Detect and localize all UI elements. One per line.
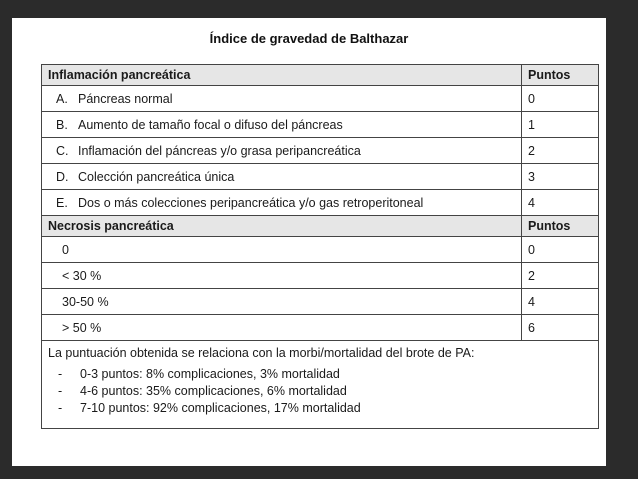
points-cell: 2 bbox=[522, 263, 599, 289]
table-title: Índice de gravedad de Balthazar bbox=[209, 31, 409, 46]
criteria-cell bbox=[42, 112, 522, 138]
row-letter: A. bbox=[56, 91, 68, 106]
row-text: Colección pancreática única bbox=[78, 169, 235, 184]
note-list bbox=[48, 366, 592, 417]
points-cell: 3 bbox=[522, 164, 599, 190]
points-cell: 6 bbox=[522, 315, 599, 341]
criteria-cell bbox=[42, 138, 522, 164]
list-item bbox=[58, 400, 592, 417]
list-item-text: 7-10 puntos: 92% complicaciones, 17% mortalidad bbox=[80, 401, 361, 415]
points-cell: 1 bbox=[522, 112, 599, 138]
section-header-necrosis: Necrosis pancreática bbox=[42, 216, 522, 237]
criteria-cell bbox=[42, 86, 522, 112]
criteria-cell bbox=[42, 289, 522, 315]
points-header: Puntos bbox=[522, 65, 599, 86]
points-cell: 4 bbox=[522, 190, 599, 216]
row-text: Dos o más colecciones peripancreática y/o gas retroperitoneal bbox=[78, 195, 424, 210]
row-text: Páncreas normal bbox=[78, 91, 173, 106]
row-text: 30-50 % bbox=[62, 294, 109, 309]
list-item-text: 4-6 puntos: 35% complicaciones, 6% mortalidad bbox=[80, 384, 347, 398]
criteria-cell bbox=[42, 315, 522, 341]
list-item bbox=[58, 366, 592, 383]
table-row bbox=[42, 237, 599, 263]
row-text: 0 bbox=[62, 242, 69, 257]
list-bullet: - bbox=[58, 384, 63, 398]
table-row bbox=[42, 315, 599, 341]
row-text: < 30 % bbox=[62, 268, 102, 283]
row-letter: E. bbox=[56, 195, 68, 210]
table-row bbox=[42, 190, 599, 216]
note-cell bbox=[42, 341, 599, 429]
list-bullet: - bbox=[58, 367, 63, 381]
balthazar-table bbox=[41, 64, 599, 429]
table-row bbox=[42, 138, 599, 164]
table-row bbox=[42, 289, 599, 315]
points-cell: 0 bbox=[522, 86, 599, 112]
table-row bbox=[42, 164, 599, 190]
table-row bbox=[42, 112, 599, 138]
list-item-text: 0-3 puntos: 8% complicaciones, 3% mortalidad bbox=[80, 367, 340, 381]
points-cell: 0 bbox=[522, 237, 599, 263]
table-row bbox=[42, 86, 599, 112]
note-row bbox=[42, 341, 599, 429]
slide bbox=[12, 18, 606, 466]
criteria-cell bbox=[42, 263, 522, 289]
list-bullet: - bbox=[58, 401, 63, 415]
points-cell: 4 bbox=[522, 289, 599, 315]
note-text: La puntuación obtenida se relaciona con la morbi/mortalidad del brote de PA: bbox=[48, 346, 475, 360]
row-letter: B. bbox=[56, 117, 68, 132]
table-row bbox=[42, 263, 599, 289]
criteria-cell bbox=[42, 190, 522, 216]
section-header-row bbox=[42, 216, 599, 237]
row-letter: C. bbox=[56, 143, 69, 158]
section-header-row bbox=[42, 65, 599, 86]
criteria-cell bbox=[42, 164, 522, 190]
section-header-inflamacion: Inflamación pancreática bbox=[42, 65, 522, 86]
points-header: Puntos bbox=[522, 216, 599, 237]
points-cell: 2 bbox=[522, 138, 599, 164]
row-letter: D. bbox=[56, 169, 69, 184]
criteria-cell bbox=[42, 237, 522, 263]
row-text: Inflamación del páncreas y/o grasa peripancreática bbox=[78, 143, 361, 158]
list-item bbox=[58, 383, 592, 400]
row-text: > 50 % bbox=[62, 320, 102, 335]
row-text: Aumento de tamaño focal o difuso del páncreas bbox=[78, 117, 343, 132]
